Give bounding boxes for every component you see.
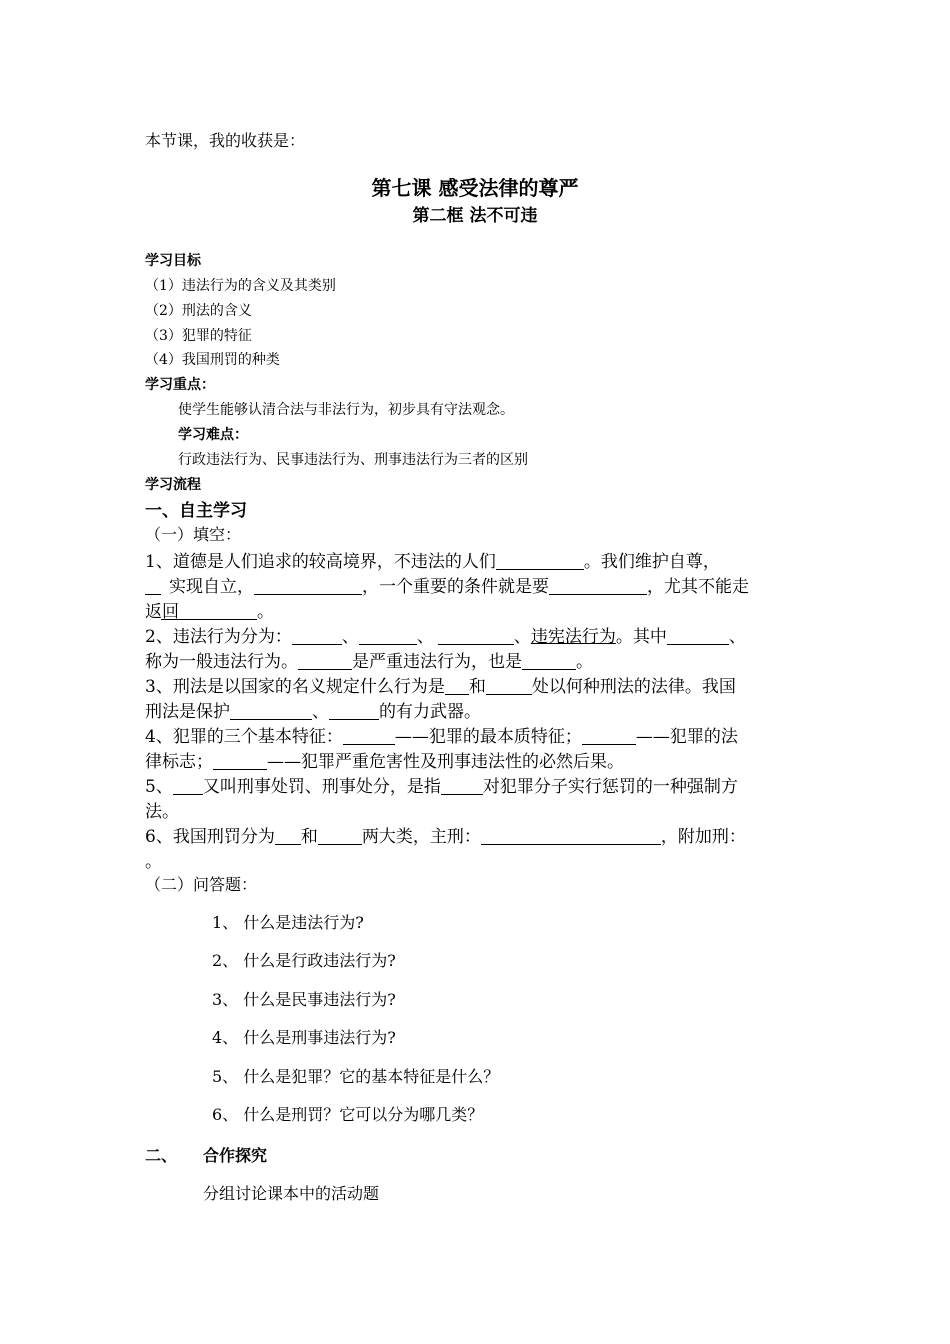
section2-number: 二、 xyxy=(145,1146,178,1165)
q5-text: 5、 xyxy=(145,777,173,797)
q2-text: 称为一般违法行为。 xyxy=(145,652,298,672)
q5-text: 法。 xyxy=(145,802,179,822)
fill-blank[interactable] xyxy=(486,677,532,695)
q3-text: 和 xyxy=(468,677,486,697)
goal-item: （4）我国刑罚的种类 xyxy=(145,352,280,368)
fill-blank[interactable] xyxy=(343,727,395,745)
separator: 、 xyxy=(341,627,359,647)
fill-blank[interactable] xyxy=(275,827,301,845)
q1-line1 xyxy=(145,547,720,572)
separator: 、 xyxy=(416,627,434,647)
q2-text: 。 xyxy=(576,652,593,672)
fill-blank[interactable] xyxy=(522,652,576,670)
q1-text: 返回 xyxy=(145,602,179,622)
fill-blank[interactable] xyxy=(481,827,661,845)
fill-blank[interactable] xyxy=(292,627,342,645)
section2-heading: 合作探究 xyxy=(203,1146,268,1165)
q5-text: 又叫刑事处罚、刑事处分，是指 xyxy=(202,777,441,797)
fill-heading: （一）填空： xyxy=(145,525,242,544)
q5-line2 xyxy=(145,797,179,822)
q3-text: 、 xyxy=(312,702,329,722)
q2-text: 2、违法行为分为： xyxy=(145,627,292,647)
q6-text: ，附加刑： xyxy=(660,827,746,847)
q1-text: 。我们维护自尊， xyxy=(583,552,720,572)
q3-text: 3、刑法是以国家的名义规定什么行为是 xyxy=(145,677,445,697)
q3-text: 刑法是保护 xyxy=(145,702,230,722)
separator: 、 xyxy=(513,627,531,647)
qa-question: 4、 什么是刑事违法行为? xyxy=(212,1028,396,1047)
fill-blank[interactable] xyxy=(230,702,312,720)
q4-text: ——犯罪严重危害性及刑事违法性的必然后果。 xyxy=(267,752,624,772)
q6-line1 xyxy=(145,822,746,847)
key-point-heading: 学习重点： xyxy=(145,377,215,393)
q1-line2 xyxy=(145,572,749,597)
q6-text: 6、我国刑罚分为 xyxy=(145,827,275,847)
goal-item: （2）刑法的含义 xyxy=(145,303,252,319)
qa-question: 1、 什么是违法行为? xyxy=(212,913,364,932)
q4-line1 xyxy=(145,722,738,747)
fill-blank[interactable] xyxy=(329,702,379,720)
q1-text: 1、道德是人们追求的较高境界，不违法的人们 xyxy=(145,552,496,572)
flow-heading: 学习流程 xyxy=(145,477,201,493)
q3-line1 xyxy=(145,672,736,697)
page-subtitle: 第二框 法不可违 xyxy=(412,206,538,226)
q6-text: 和 xyxy=(300,827,318,847)
q3-text: 处以何种刑法的法律。我国 xyxy=(531,677,736,697)
q5-text: 对犯罪分子实行惩罚的一种强制方 xyxy=(482,777,738,797)
key-point-text: 使学生能够认清合法与非法行为，初步具有守法观念。 xyxy=(178,402,514,418)
page-title: 第七课 感受法律的尊严 xyxy=(371,176,579,200)
q2-line2 xyxy=(145,647,593,672)
q4-text: ——犯罪的法 xyxy=(635,727,738,747)
fill-blank[interactable] xyxy=(173,777,203,795)
goals-heading: 学习目标 xyxy=(145,253,201,269)
fill-blank[interactable] xyxy=(161,602,257,620)
q3-text: 的有力武器。 xyxy=(379,702,481,722)
fill-blank[interactable] xyxy=(667,627,729,645)
section1-heading: 一、自主学习 xyxy=(145,501,247,521)
separator: 、 xyxy=(728,627,746,647)
fill-blank[interactable] xyxy=(213,752,267,770)
q1-text: 。 xyxy=(257,602,274,622)
fill-blank[interactable] xyxy=(145,577,161,595)
intro-text: 本节课，我的收获是： xyxy=(145,131,306,150)
q1-text: ，一个重要的条件就是要 xyxy=(362,577,549,597)
fill-blank[interactable] xyxy=(298,652,352,670)
q1-text: 实现自立， xyxy=(169,577,254,597)
q2-line1 xyxy=(145,622,746,647)
q6-text: 两大类，主刑： xyxy=(361,827,481,847)
q1-text: ，尤其不能走 xyxy=(647,577,749,597)
q6-text: 。 xyxy=(145,852,162,872)
goal-item: （3）犯罪的特征 xyxy=(145,328,252,344)
difficulty-text: 行政违法行为、民事违法行为、刑事违法行为三者的区别 xyxy=(178,452,528,468)
fill-blank[interactable] xyxy=(359,627,417,645)
qa-question: 2、 什么是行政违法行为? xyxy=(212,951,396,970)
q2-text: 。其中 xyxy=(615,627,667,647)
q5-line1 xyxy=(145,772,738,797)
goal-item: （1）违法行为的含义及其类别 xyxy=(145,278,336,294)
fill-blank[interactable] xyxy=(445,677,469,695)
difficulty-heading: 学习难点： xyxy=(178,427,248,443)
qa-heading: （二）问答题： xyxy=(145,875,258,894)
q6-line2 xyxy=(145,847,162,872)
q4-text: 律标志； xyxy=(145,752,213,772)
qa-question: 3、 什么是民事违法行为? xyxy=(212,990,396,1009)
fill-blank[interactable] xyxy=(549,577,647,595)
fill-blank[interactable] xyxy=(582,727,636,745)
q4-line2 xyxy=(145,747,624,772)
qa-question: 6、 什么是刑罚？它可以分为哪几类？ xyxy=(212,1105,484,1124)
fill-blank[interactable] xyxy=(318,827,362,845)
fill-blank[interactable] xyxy=(254,577,362,595)
fill-blank[interactable] xyxy=(496,552,584,570)
fill-blank[interactable] xyxy=(441,777,483,795)
q3-line2 xyxy=(145,697,481,722)
section2-text: 分组讨论课本中的活动题 xyxy=(203,1184,380,1203)
qa-question: 5、 什么是犯罪？它的基本特征是什么？ xyxy=(212,1067,500,1086)
q2-text: 是严重违法行为，也是 xyxy=(352,652,522,672)
fill-blank[interactable] xyxy=(438,627,514,645)
q1-line3 xyxy=(145,597,274,622)
q4-text: ——犯罪的最本质特征； xyxy=(394,727,582,747)
q4-text: 4、犯罪的三个基本特征： xyxy=(145,727,343,747)
q2-underlined-text: 违宪法行为 xyxy=(530,627,616,647)
